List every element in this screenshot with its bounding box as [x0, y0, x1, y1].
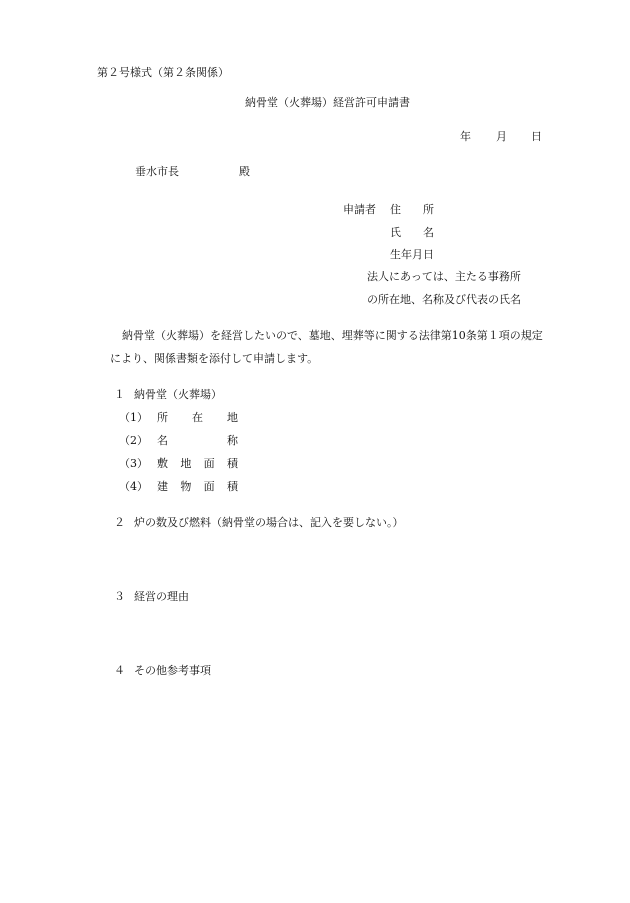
corporate-note-line-2: の所在地、名称及び代表の氏名 — [367, 293, 521, 306]
addressee-honorific: 殿 — [239, 165, 250, 178]
subitem-char: 敷 — [157, 457, 168, 470]
application-body-line-1: 納骨堂（火葬場）を経営したいので、墓地、埋葬等に関する法律第10条第１項の規定 — [122, 329, 543, 342]
addressee-name: 垂水市長 — [135, 165, 179, 178]
item-2-title: 炉の数及び燃料（納骨堂の場合は、記入を要しない。） — [134, 516, 404, 529]
item-4-title: その他参考事項 — [134, 664, 211, 677]
subitem-char: 名 — [157, 434, 168, 447]
subitem-char: 面 — [203, 480, 215, 493]
subitem-location-label — [157, 412, 238, 423]
item-1-number: １ — [114, 388, 125, 401]
subitem-char: 物 — [180, 480, 192, 493]
subitem-4-number: （4） — [119, 480, 148, 493]
item-2-number: ２ — [114, 516, 125, 529]
form-title: 納骨堂（火葬場）経営許可申請書 — [245, 96, 410, 109]
subitem-site-area-label — [157, 458, 238, 469]
subitem-char: 称 — [227, 434, 238, 447]
subitem-building-area-label — [157, 481, 238, 492]
applicant-address-label: 住 所 — [390, 203, 434, 216]
subitem-1-number: （1） — [119, 411, 148, 424]
form-number: 第２号様式（第２条関係） — [97, 66, 229, 79]
subitem-3-number: （3） — [119, 457, 148, 470]
item-1-title: 納骨堂（火葬場） — [134, 388, 222, 401]
item-4-number: ４ — [114, 664, 125, 677]
date-day: 日 — [531, 130, 542, 143]
date-year: 年 — [460, 130, 471, 143]
applicant-name-label: 氏 名 — [390, 226, 434, 239]
subitem-2-number: （2） — [119, 434, 148, 447]
subitem-char: 在 — [192, 411, 203, 424]
application-body-line-2: により、関係書類を添付して申請します。 — [110, 352, 319, 365]
applicant-birthdate-label: 生年月日 — [390, 248, 434, 261]
applicant-label: 申請者 — [343, 203, 376, 216]
subitem-char: 積 — [226, 457, 238, 470]
item-3-title: 経営の理由 — [134, 590, 189, 603]
subitem-char: 地 — [180, 457, 192, 470]
subitem-char: 地 — [227, 411, 238, 424]
subitem-char: 所 — [157, 411, 168, 424]
corporate-note-line-1: 法人にあっては、主たる事務所 — [367, 270, 521, 283]
date-month: 月 — [496, 130, 507, 143]
subitem-name-label — [157, 435, 238, 446]
subitem-char: 積 — [226, 480, 238, 493]
subitem-char: 面 — [203, 457, 215, 470]
item-3-number: ３ — [114, 590, 125, 603]
subitem-char: 建 — [157, 480, 168, 493]
